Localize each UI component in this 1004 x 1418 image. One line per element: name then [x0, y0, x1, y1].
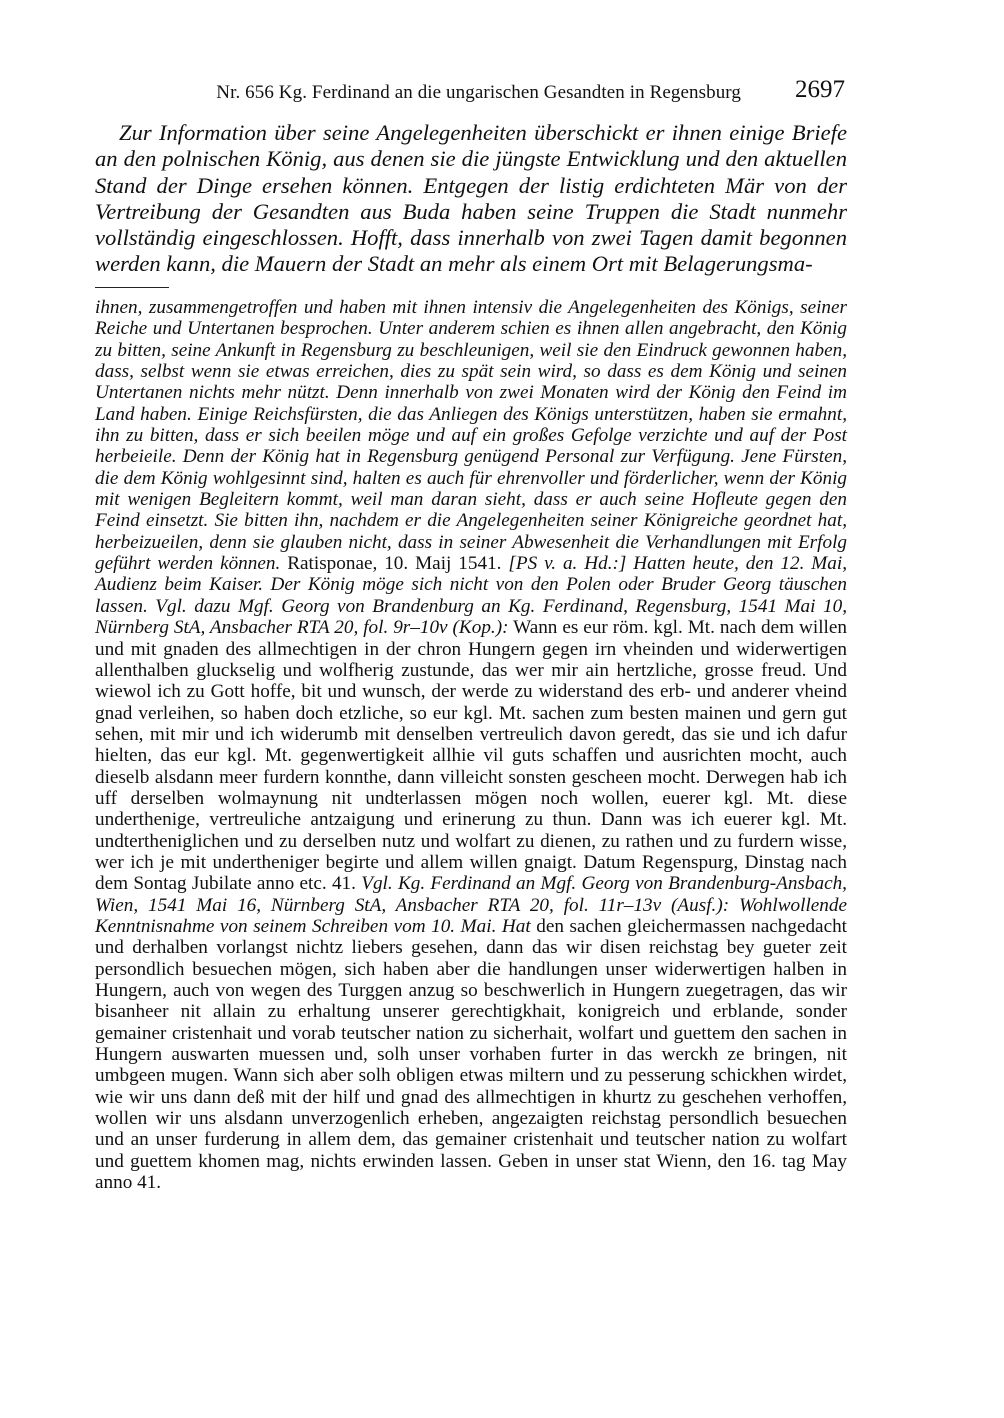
- footnote-quote-georg: Wann es eur röm. kgl. Mt. nach dem willen und mit gnaden des allmechtigen in der chron Hungern gegen irn vheinden und widerwertigen allenthalben gluckselig und wolfherig zustunde, das wer mir ain hertzliche, grosse freud. Und wiewol ich zu Gott hoffe, bit und wunsch, der werde zu widerstand des erb- und anderer vheind gnad verleihen, so haben doch etzliche, so eur kgl. Mt. sachen zum besten mainen und gern gut sehen, mit mir und ich widerumb mit denselben vertreulich davon geredt, das sie und ich dafur hielten, das eur kgl. Mt. gegenwertigkeit allhie vil guts schaffen und ausrichten mocht, auch dieselb alsdann meer furdern konnthe, dann villeicht sonsten gescheen mocht. Derwegen hab ich uff derselben wolmaynung nit undterlassen mögen noch wollen, euerer kgl. Mt. diese underthenige, vertreuliche antzaigung und erinerung zu thun. Dann was ich euerer kgl. Mt. undtertheniglichen und zu derselben nutz und wolfart zu dienen, zu rathen und zu furdern wisse, wer ich je mit undertheniger begirte und allem willen gnaigt. Datum Regenspurg, Dinstag nach dem Sontag Jubilate anno etc. 41.: [95, 617, 847, 895]
- footnote-quote-ferdinand: den sachen gleichermassen nachgedacht und derhalben vorlangst nichtz liebers gesehen, dann das wir disen reichstag bey gueter zeit persondlich besuechen mögen, sich haben aber die handlungen unser widerwertigen halben in Hungern, auch von wegen des Turggen anzug so beschwerlich in Hungern zuegetragen, das wir bisanheer nit allain zu erhaltung unserer gerechtigkhait, konigreich und erblande, sonder gemainer cristenhait und vorab teutscher nation zu sicherhait, wolfart und guettem den sachen in Hungern auswarten muessen und, solh unser vorhaben furter in das werckh ze bringen, nit umbgeen mugen. Wann sich aber solh obligen etwas miltern und zu pesserung schickhen wirdet, wie wir uns dann deß mit der hilf und gnad des allmechtigen in khurtz zu geschehen verhoffen, wollen wir uns alsdann unverzogenlich erheben, angezaigten reichstag persondlich besuechen und an unser furderung in allem dem, das gemainer cristenhait und teutscher nation zu wolfart und guettem khomen mag, nichts erwinden lassen. Geben in unser stat Wienn, den 16. tag May anno 41.: [95, 915, 848, 1194]
- footnote-dateline: Ratisponae, 10. Maij 1541.: [280, 553, 509, 575]
- footnote-summary: ihnen, zusammengetroffen und haben mit ihnen intensiv die Angelegenheiten des Königs, seiner Reiche und Untertanen besprochen. Unter anderem schien es ihnen allen angebracht, den König zu bitten, seine Ankunft in Regensburg zu beschleunigen, weil sie den Eindruck gewonnen haben, dass, selbst wenn sie etwas erreichen, dies zu spät sein wird, so dass es dem König und seinen Untertanen nichts mehr nützt. Denn innerhalb von zwei Monaten wird der König den Feind im Land haben. Einige Reichsfürsten, die das Anliegen des Königs unterstützen, haben sie ermahnt, ihn zu bitten, dass er sich beeilen möge und auf ein großes Gefolge verzichte und auf der Post herbeieile. Denn der König hat in Regensburg genügend Personal zur Verfügung. Jene Fürsten, die dem König wohlgesinnt sind, halten es auch für ehrenvoller und förderlicher, wenn der König mit wenigen Begleitern kommt, weil man daran sieht, dass er auch seine Hofleute gegen den Feind einsetzt. Sie bitten ihn, nachdem er die Angelegenheiten seiner Königreiche geordnet hat, herbeizueilen, denn sie glauben nicht, dass in seiner Abwesenheit die Verhandlungen mit Erfolg geführt werden können.: [95, 297, 847, 575]
- footnote-block: [95, 297, 847, 1193]
- running-head: Nr. 656 Kg. Ferdinand an die ungarischen Gesandten in Regensburg: [216, 82, 741, 103]
- main-text-paragraph: Zur Information über seine Angelegenheiten überschickt er ihnen einige Briefe an den polnischen König, aus denen sie die jüngste Entwicklung und den aktuellen Stand der Dinge ersehen können. Entgegen der listig erdichteten Mär von der Vertreibung der Gesandten aus Buda haben seine Truppen die Stadt nunmehr vollständig eingeschlossen. Hofft, dass innerhalb von zwei Tagen damit begonnen werden kann, die Mauern der Stadt an mehr als einem Ort mit Belagerungsma-: [95, 120, 847, 277]
- footnote-reference-ferdinand: Vgl. Kg. Ferdinand an Mgf. Georg von Brandenburg-Ansbach, Wien, 1541 Mai 16, Nürnberg StA, Ansbacher RTA 20, fol. 11r–13v (Ausf.): Wohlwollende Kenntnisnahme von seinem Schreiben vom 10. Mai. Hat: [95, 873, 847, 937]
- footnote-postscript: [PS v. a. Hd.:] Hatten heute, den 12. Mai, Audienz beim Kaiser. Der König möge sich nicht von den Polen oder Bruder Georg täuschen lassen. Vgl. dazu Mgf. Georg von Brandenburg an Kg. Ferdinand, Regensburg, 1541 Mai 10, Nürnberg StA, Ansbacher RTA 20, fol. 9r–10v (Kop.):: [95, 553, 848, 639]
- page-number: 2697: [795, 76, 845, 103]
- footnote-separator: [95, 287, 169, 288]
- page-header: [95, 76, 847, 110]
